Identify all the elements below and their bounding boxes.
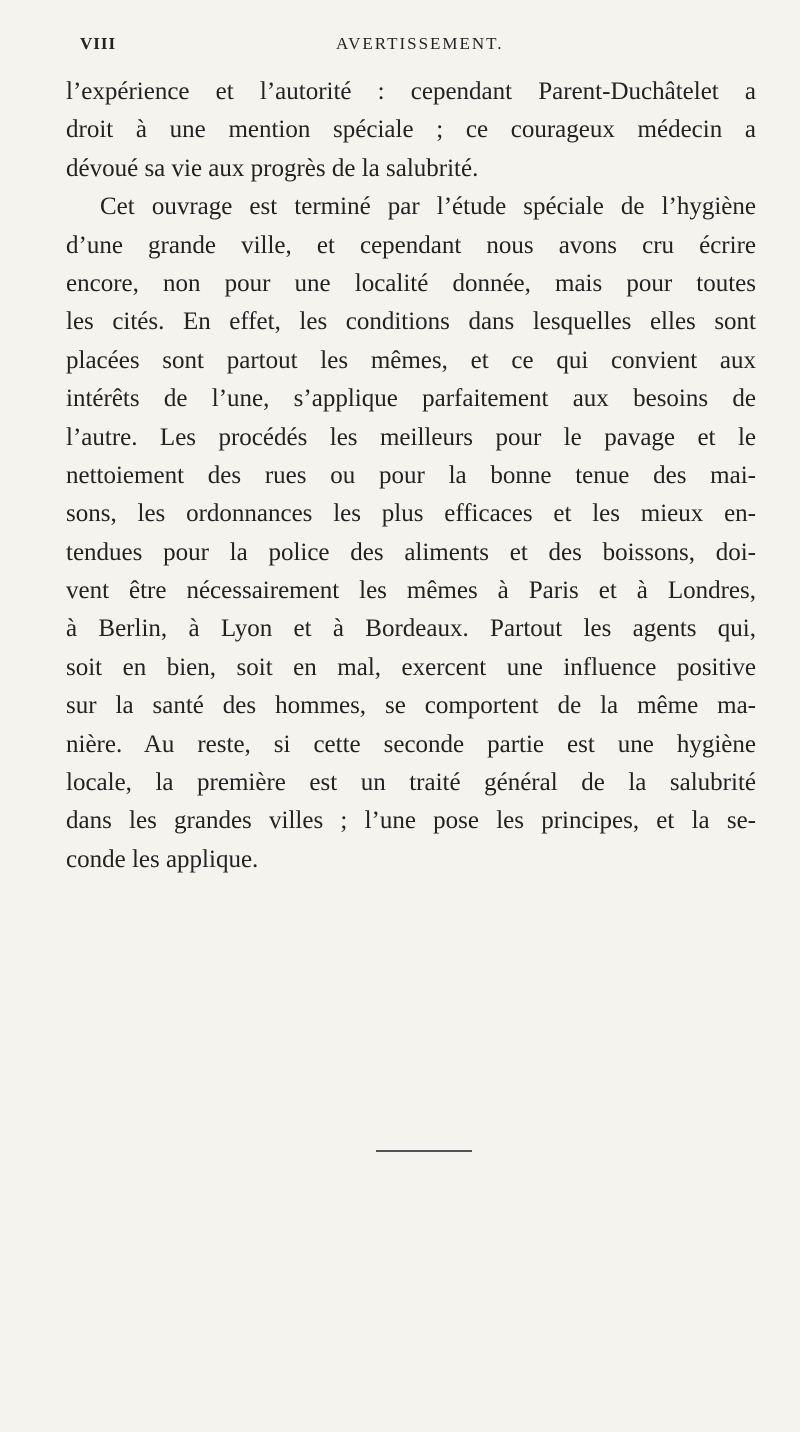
- text-line: nière. Au reste, si cette seconde partie est une hygiène: [66, 730, 756, 758]
- text-line: sons, les ordonnances les plus efficaces et les mieux en-: [66, 500, 756, 528]
- page-number: VIII: [80, 34, 117, 53]
- section-divider: [376, 1150, 472, 1152]
- text-line: locale, la première est un traité général de la salubrité: [66, 769, 756, 797]
- text-line: intérêts de l’une, s’applique parfaitement aux besoins de: [66, 385, 756, 413]
- text-line: l’expérience et l’autorité : cependant Parent-Duchâtelet a: [66, 78, 756, 105]
- text-line: dans les grandes villes ; l’une pose les principes, et la se-: [66, 807, 756, 835]
- text-line: Cet ouvrage est terminé par l’étude spéciale de l’hygiène: [100, 193, 756, 221]
- text-line: l’autre. Les procédés les meilleurs pour le pavage et le: [66, 423, 756, 451]
- running-head: [66, 28, 756, 58]
- text-line: tendues pour la police des aliments et des boissons, doi-: [66, 538, 756, 566]
- text-line: placées sont partout les mêmes, et ce qui convient aux: [66, 346, 756, 374]
- text-line: soit en bien, soit en mal, exercent une influence positive: [66, 653, 756, 681]
- text-line: droit à une mention spéciale ; ce courageux médecin a: [66, 116, 756, 144]
- text-line: dévoué sa vie aux progrès de la salubrité.: [66, 154, 479, 182]
- running-title: AVERTISSEMENT.: [336, 34, 504, 53]
- text-line: vent être nécessairement les mêmes à Paris et à Londres,: [66, 577, 756, 605]
- text-line: d’une grande ville, et cependant nous avons cru écrire: [66, 231, 756, 259]
- text-line: encore, non pour une localité donnée, mais pour toutes: [66, 269, 756, 297]
- text-line: à Berlin, à Lyon et à Bordeaux. Partout les agents qui,: [66, 615, 756, 643]
- text-line: les cités. En effet, les conditions dans lesquelles elles sont: [66, 308, 756, 336]
- text-line: sur la santé des hommes, se comportent de la même ma-: [66, 692, 756, 720]
- text-line: conde les applique.: [66, 845, 259, 873]
- body-text: [66, 73, 756, 879]
- text-line: nettoiement des rues ou pour la bonne tenue des mai-: [66, 461, 756, 489]
